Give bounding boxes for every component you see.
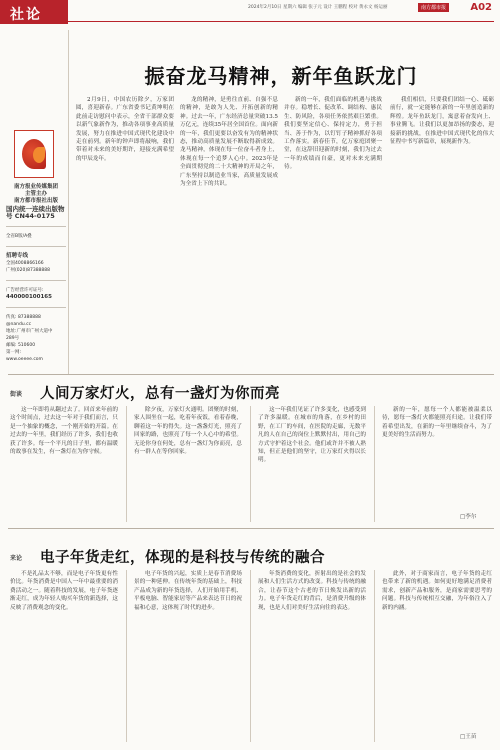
article2-headline: 人间万家灯火，总有一盏灯为你而亮 <box>40 385 280 402</box>
publisher-line: 南方都市报社出版 <box>13 198 58 204</box>
page-number: A02 <box>470 2 492 13</box>
ads-title: 招聘专线 <box>6 253 29 259</box>
newspaper-brand: 南方都市报 <box>418 3 449 12</box>
address-line: 289号 <box>6 336 20 341</box>
fax: 传真: 87388888 <box>6 315 41 320</box>
ads-phone: 全国4008866166 <box>6 261 44 266</box>
article1-column: 龙的精神，是勇往直前、自强不息的精神，是敢为人先、开拓创新的精神。过去一年，广东经济总量突破13.5万亿元，连续35年居全国首位。面向新的一年，我们更要以奋发有为的精神状态，推动高质量发展不断取得新成效。龙马精神，体现在每一位奋斗者身上，体现在每一个追梦人心中。2023年是全面贯彻党的二十大精神的开局之年，广东坚持以制造业当家，高质量发展成为全省上下的共识。 <box>180 97 278 188</box>
article1-column: 新的一年，我们面临的机遇与挑战并存。稳增长、促改革、调结构、惠民生、防风险，各项任务依然艰巨繁重。我们要坚定信心、保持定力，勇于担当、善于作为，以钉钉子精神抓好各项工作落实。新春佳节，亿万家庭团聚一堂，在这辞旧迎新的时刻，我们为过去一年的成绩而自豪，更对未来充满期待。 <box>284 97 382 171</box>
license-title: 广告经营许可证号: <box>6 288 44 293</box>
article2-column: 除夕夜，万家灯火通明。团聚的时刻，家人围坐在一起，吃着年夜饭，看着春晚，聊着这一年的得失。这一盏盏灯光，照亮了回家的路，也照亮了每一个人心中的希望。无论你身在何处，总有一盏灯为你而亮，总有一群人在等你回家。 <box>134 407 242 456</box>
masthead-rule <box>68 21 494 22</box>
article2-author: □李尔 <box>460 514 477 520</box>
issue-label: 全省B版/A叠 <box>6 234 32 239</box>
article3-author: □王苗 <box>460 734 477 740</box>
article1-column: 2月9日，中国农历除夕，万家团圆，喜迎新春。广东省委书记黄坤明在此前走访慰问中表示，全省干部群众要以新气象新作为，推动各项事业高质量发展，努力在推进中国式现代化建设中走在前列。新年的钟声即将敲响，我们带着对未来的美好期许，迎接充满希望的甲辰龙年。 <box>76 97 174 162</box>
article3-column: 此外，对于商家而言，电子年货的走红也带来了新的机遇。如何更好地满足消费者需求，创新产品和服务，是商家需要思考的问题。科技与传统相互交融，为年俗注入了新的内涵。 <box>382 571 492 611</box>
article3-column: 电子年货的兴起，实质上是春节消费场景的一种延伸。在传统年货的基础上，科技产品成为新的年货选择，人们开始用手机、平板电脑、智能家居等产品来表达节日的祝福和心意，这体现了时代的进步。 <box>134 571 242 611</box>
article1-column: 我们相信，只要我们团结一心、砥砺前行，就一定能够在新的一年里创造新的辉煌。龙年鱼跃龙门，寓意着奋发向上、事业腾飞。让我们以更加昂扬的姿态，迎接新的挑战，在推进中国式现代化的伟大征程中书写新篇章，展现新作为。 <box>390 97 494 146</box>
article2-column: 这一年我们见证了许多变化，也感受到了许多温暖。在城市的角落，在乡村的田野，在工厂的车间，在医院的走廊，无数平凡的人在自己的岗位上默默付出，用自己的方式守护着这个社会。他们或许并不被人熟知，但正是他们的坚守，让万家灯火得以长明。 <box>258 407 366 464</box>
date-editor-line: 2024年2月10日 星期六 编辑 张子元 设计 王鹏程 校对 黄永文 杨运丽 <box>248 5 388 10</box>
publisher-line: 南方报业传媒集团 <box>13 184 58 190</box>
group-logo-icon <box>14 130 54 178</box>
section-divider <box>8 528 494 529</box>
website-label: 第一网: <box>6 350 22 355</box>
license-code: 440000100165 <box>6 294 52 300</box>
website-link[interactable]: www.oeeee.com <box>6 357 43 362</box>
publisher-name <box>6 184 66 205</box>
issn: 国内统一连续出版物号 CN44-0175 <box>6 205 65 220</box>
article2-column: 新的一年，愿每一个人都能被温柔以待，愿每一盏灯火都能照亮归途。让我们带着希望出发，在新的一年里继续奋斗，为了更美好的生活而努力。 <box>382 407 492 439</box>
ads-phone-2: 广州(020)87388888 <box>6 268 51 273</box>
column-label: 来论 <box>10 555 23 562</box>
section-title: 社论 <box>0 0 68 24</box>
postcode: 邮编: 510600 <box>6 343 36 348</box>
article3-headline: 电子年货走红，体现的是科技与传统的融合 <box>40 549 325 566</box>
address-line: 地址:广州市广州大道中 <box>6 329 53 334</box>
email[interactable]: @nandu.cc <box>6 322 32 327</box>
publisher-line: 主管主办 <box>24 191 47 197</box>
sidebar <box>6 30 66 370</box>
masthead <box>0 0 500 24</box>
section-divider <box>8 374 494 375</box>
lead-headline: 振奋龙马精神，新年鱼跃龙门 <box>144 64 418 88</box>
column-label: 街谈 <box>10 391 23 398</box>
article3-column: 年货消费的变化，折射出的是社会的发展和人们生活方式的改变。科技与传统的融合，让春节这个古老的节日焕发出新的活力。电子年货走红的背后，是消费升级的体现，也是人们对美好生活向往的表达。 <box>258 571 366 611</box>
article3-column: 不是礼品太不够，而是电子年货更有性价比。年货消费是中国人一年中最重要的消费活动之一。随着科技的发展，电子年货逐渐走红，成为年轻人购买年货的新选择，这反映了消费观念的变化。 <box>10 571 118 611</box>
article2-column: 这一年即将从翻过去了。回首来年前的这个时间点，过去这一年对于我们而言，只是一个抽象的概念，一个刚开始的开篇。在过去的一年里，我们经历了许多，我们也收获了许多。每一个平凡的日子里，都有温暖的故事在发生，有一盏灯在为你守候。 <box>10 407 118 456</box>
